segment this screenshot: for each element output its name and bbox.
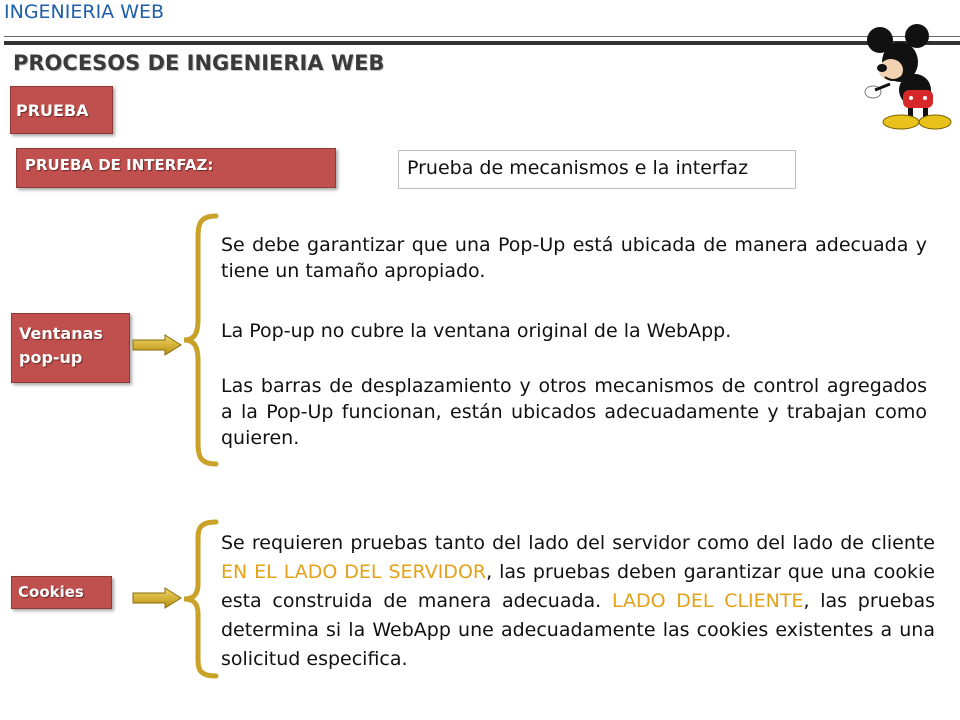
interface-mechanisms-box: Prueba de mecanismos e la interfaz <box>398 150 796 189</box>
mickey-mouse-clipart <box>855 22 955 132</box>
topic-tag-ventanas-line2: pop-up <box>19 348 83 367</box>
popup-paragraph-3: Las barras de desplazamiento y otros mecanismos de control agregados a la Pop-Up funcionan, están ubicados adecuadamente y trabajan como quieren. <box>221 375 927 449</box>
arrow-right-icon <box>133 335 183 355</box>
page-title: PROCESOS DE INGENIERIA WEB <box>13 51 385 75</box>
curly-brace-icon <box>180 518 220 680</box>
popup-paragraph-1: Se debe garantizar que una Pop-Up está ubicada de manera adecuada y tiene un tamaño apropiado. <box>221 234 927 282</box>
cookies-highlight-server: EN EL LADO DEL SERVIDOR <box>221 561 487 583</box>
section-tag-prueba-interfaz: PRUEBA DE INTERFAZ: <box>16 148 336 188</box>
cookies-text-part2: , las pruebas deben garantizar que una cookie esta construida de manera adecuada. <box>221 561 935 612</box>
header-divider-thin <box>4 36 960 37</box>
header-divider-thick <box>4 41 960 45</box>
topic-tag-ventanas-line1: Ventanas <box>19 324 103 343</box>
cookies-highlight-client: LADO DEL CLIENTE <box>611 590 804 612</box>
cookies-paragraph <box>221 529 935 674</box>
cookies-text-part1: Se requieren pruebas tanto del lado del servidor como del lado de cliente <box>221 532 935 554</box>
cookies-text-part3: , las pruebas determina si la WebApp une adecuadamente las cookies existentes a una solicitud especifica. <box>221 590 935 670</box>
curly-brace-icon <box>180 212 220 468</box>
arrow-right-icon <box>133 588 183 608</box>
course-label: INGENIERIA WEB <box>4 1 165 23</box>
topic-tag-ventanas-popup <box>11 313 130 383</box>
section-tag-prueba: PRUEBA <box>10 86 113 134</box>
topic-tag-cookies: Cookies <box>11 576 112 609</box>
popup-paragraph-2: La Pop-up no cubre la ventana original de la WebApp. <box>221 320 732 342</box>
